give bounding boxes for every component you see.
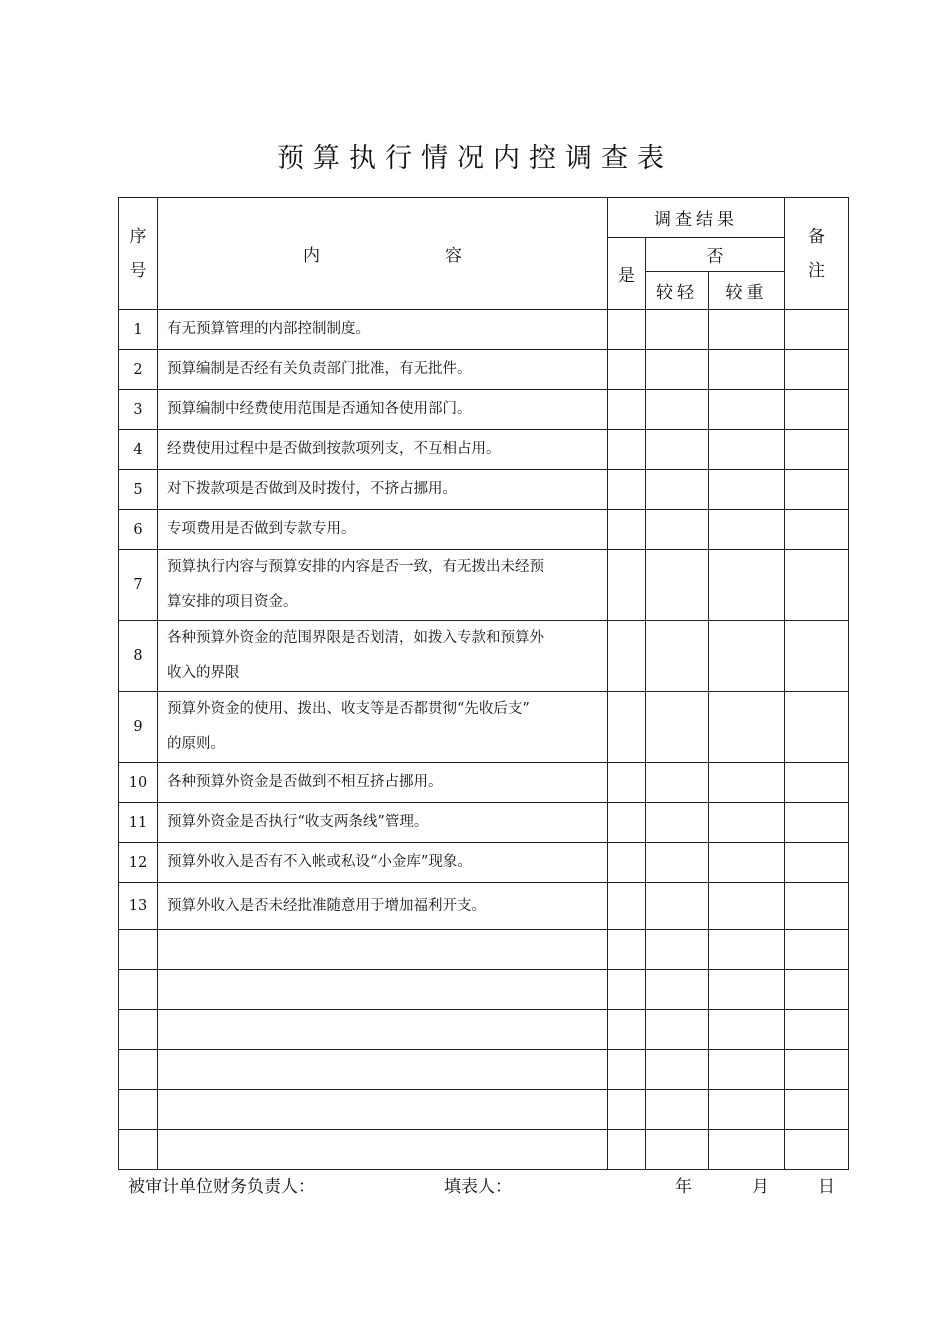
table-row xyxy=(119,550,849,621)
yes-cell[interactable] xyxy=(608,550,646,621)
remarks-cell[interactable] xyxy=(785,510,849,550)
remarks-cell[interactable] xyxy=(785,803,849,843)
table-row xyxy=(119,843,849,883)
serious-cell[interactable] xyxy=(709,1090,785,1130)
row-content[interactable] xyxy=(158,1050,608,1090)
serious-cell[interactable] xyxy=(709,310,785,350)
row-number: 5 xyxy=(119,470,158,510)
table-row xyxy=(119,510,849,550)
row-content xyxy=(158,883,608,930)
yes-cell[interactable] xyxy=(608,470,646,510)
row-number: 4 xyxy=(119,430,158,470)
minor-cell[interactable] xyxy=(646,621,709,692)
yes-cell[interactable] xyxy=(608,390,646,430)
serious-cell[interactable] xyxy=(709,803,785,843)
minor-cell[interactable] xyxy=(646,970,709,1010)
row-number: 3 xyxy=(119,390,158,430)
row-number[interactable] xyxy=(119,1050,158,1090)
table-row xyxy=(119,350,849,390)
serious-cell[interactable] xyxy=(709,883,785,930)
yes-cell[interactable] xyxy=(608,1130,646,1170)
minor-cell[interactable] xyxy=(646,1130,709,1170)
content-line: 收入的界限 xyxy=(167,665,240,681)
preparer-label: 填表人： xyxy=(444,1177,512,1197)
yes-cell[interactable] xyxy=(608,350,646,390)
yes-cell[interactable] xyxy=(608,621,646,692)
seq-header: 序 号 xyxy=(119,198,158,310)
empty-row xyxy=(119,1010,849,1050)
row-content[interactable] xyxy=(158,1130,608,1170)
empty-row xyxy=(119,970,849,1010)
serious-cell[interactable] xyxy=(709,470,785,510)
yes-cell[interactable] xyxy=(608,803,646,843)
remarks-cell[interactable] xyxy=(785,470,849,510)
table-row xyxy=(119,803,849,843)
content-line: 算安排的项目资金。 xyxy=(167,594,298,610)
minor-cell[interactable] xyxy=(646,550,709,621)
yes-cell[interactable] xyxy=(608,510,646,550)
row-number: 12 xyxy=(119,843,158,883)
row-content xyxy=(158,310,608,350)
table-row xyxy=(119,692,849,763)
yes-cell[interactable] xyxy=(608,310,646,350)
row-content xyxy=(158,843,608,883)
empty-row xyxy=(119,930,849,970)
content-line: 有无预算管理的内部控制制度。 xyxy=(167,321,370,337)
table-row xyxy=(119,310,849,350)
date-day-label: 日 xyxy=(818,1177,835,1197)
remarks-header: 备 注 xyxy=(785,198,849,310)
remarks-cell[interactable] xyxy=(785,1090,849,1130)
table-row xyxy=(119,621,849,692)
remarks-cell[interactable] xyxy=(785,930,849,970)
date-year-label: 年 xyxy=(675,1177,692,1197)
remarks-cell[interactable] xyxy=(785,692,849,763)
serious-cell[interactable] xyxy=(709,1010,785,1050)
minor-cell[interactable] xyxy=(646,350,709,390)
remarks-cell[interactable] xyxy=(785,430,849,470)
content-line: 预算编制中经费使用范围是否通知各使用部门。 xyxy=(167,401,472,417)
remarks-cell[interactable] xyxy=(785,621,849,692)
empty-row xyxy=(119,1130,849,1170)
row-number: 11 xyxy=(119,803,158,843)
minor-cell[interactable] xyxy=(646,430,709,470)
content-line: 专项费用是否做到专款专用。 xyxy=(167,521,356,537)
remarks-cell[interactable] xyxy=(785,843,849,883)
survey-table xyxy=(118,197,849,1170)
remarks-cell[interactable] xyxy=(785,1050,849,1090)
date-month-label: 月 xyxy=(752,1177,769,1197)
minor-cell[interactable] xyxy=(646,1010,709,1050)
minor-cell[interactable] xyxy=(646,1090,709,1130)
table-row xyxy=(119,470,849,510)
content-line: 预算外收入是否未经批准随意用于增加福利开支。 xyxy=(167,897,486,914)
remarks-cell[interactable] xyxy=(785,763,849,803)
row-number: 7 xyxy=(119,550,158,621)
row-number[interactable] xyxy=(119,1010,158,1050)
row-number: 2 xyxy=(119,350,158,390)
content-line: 预算外资金的使用、拨出、收支等是否都贯彻“先收后支” xyxy=(167,701,530,717)
minor-cell[interactable] xyxy=(646,510,709,550)
row-content xyxy=(158,621,608,692)
remarks-cell[interactable] xyxy=(785,1010,849,1050)
serious-cell[interactable] xyxy=(709,350,785,390)
remarks-cell[interactable] xyxy=(785,390,849,430)
content-line: 预算外收入是否有不入帐或私设“小金库”现象。 xyxy=(167,854,472,870)
empty-row xyxy=(119,1050,849,1090)
remarks-cell[interactable] xyxy=(785,1130,849,1170)
minor-cell[interactable] xyxy=(646,843,709,883)
serious-cell[interactable] xyxy=(709,390,785,430)
minor-cell[interactable] xyxy=(646,310,709,350)
minor-cell[interactable] xyxy=(646,1050,709,1090)
row-number: 10 xyxy=(119,763,158,803)
row-content xyxy=(158,510,608,550)
minor-cell[interactable] xyxy=(646,930,709,970)
content-line: 各种预算外资金是否做到不相互挤占挪用。 xyxy=(167,774,443,790)
serious-cell[interactable] xyxy=(709,1050,785,1090)
row-content[interactable] xyxy=(158,930,608,970)
serious-cell[interactable] xyxy=(709,930,785,970)
row-content xyxy=(158,803,608,843)
results-header: 调查结果 xyxy=(608,198,785,238)
content-line: 的原则。 xyxy=(167,736,225,752)
serious-header: 较重 xyxy=(709,272,785,310)
empty-row xyxy=(119,1090,849,1130)
yes-cell[interactable] xyxy=(608,970,646,1010)
row-content xyxy=(158,350,608,390)
row-number[interactable] xyxy=(119,1130,158,1170)
serious-cell[interactable] xyxy=(709,510,785,550)
row-number: 6 xyxy=(119,510,158,550)
remarks-cell[interactable] xyxy=(785,350,849,390)
minor-cell[interactable] xyxy=(646,803,709,843)
minor-cell[interactable] xyxy=(646,692,709,763)
serious-cell[interactable] xyxy=(709,430,785,470)
row-content xyxy=(158,430,608,470)
yes-header: 是 xyxy=(608,238,646,310)
row-content[interactable] xyxy=(158,1010,608,1050)
row-content[interactable] xyxy=(158,1090,608,1130)
table-row xyxy=(119,430,849,470)
minor-header: 较轻 xyxy=(646,272,709,310)
table-row xyxy=(119,883,849,930)
minor-cell[interactable] xyxy=(646,390,709,430)
content-header: 内 容 xyxy=(158,198,608,310)
row-content xyxy=(158,550,608,621)
yes-cell[interactable] xyxy=(608,1050,646,1090)
row-number: 13 xyxy=(119,883,158,930)
row-number: 1 xyxy=(119,310,158,350)
content-line: 对下拨款项是否做到及时拨付，不挤占挪用。 xyxy=(167,481,457,497)
row-number: 9 xyxy=(119,692,158,763)
content-line: 预算编制是否经有关负责部门批准，有无批件。 xyxy=(167,361,472,377)
serious-cell[interactable] xyxy=(709,692,785,763)
auditee-signature-label: 被审计单位财务负责人： xyxy=(128,1177,315,1197)
minor-cell[interactable] xyxy=(646,883,709,930)
yes-cell[interactable] xyxy=(608,692,646,763)
row-content xyxy=(158,470,608,510)
yes-cell[interactable] xyxy=(608,883,646,930)
serious-cell[interactable] xyxy=(709,621,785,692)
remarks-cell[interactable] xyxy=(785,310,849,350)
yes-cell[interactable] xyxy=(608,763,646,803)
yes-cell[interactable] xyxy=(608,1010,646,1050)
minor-cell[interactable] xyxy=(646,763,709,803)
minor-cell[interactable] xyxy=(646,470,709,510)
row-number[interactable] xyxy=(119,930,158,970)
row-content xyxy=(158,763,608,803)
remarks-cell[interactable] xyxy=(785,970,849,1010)
remarks-cell[interactable] xyxy=(785,883,849,930)
row-number[interactable] xyxy=(119,1090,158,1130)
table-row xyxy=(119,763,849,803)
table-row xyxy=(119,390,849,430)
row-number[interactable] xyxy=(119,970,158,1010)
serious-cell[interactable] xyxy=(709,763,785,803)
serious-cell[interactable] xyxy=(709,843,785,883)
serious-cell[interactable] xyxy=(709,550,785,621)
row-content xyxy=(158,692,608,763)
content-line: 经费使用过程中是否做到按款项列支，不互相占用。 xyxy=(167,441,501,457)
no-header: 否 xyxy=(646,238,785,272)
row-content xyxy=(158,390,608,430)
remarks-cell[interactable] xyxy=(785,550,849,621)
serious-cell[interactable] xyxy=(709,1130,785,1170)
content-line: 预算执行内容与预算安排的内容是否一致，有无拨出未经预 xyxy=(167,559,544,575)
serious-cell[interactable] xyxy=(709,970,785,1010)
yes-cell[interactable] xyxy=(608,930,646,970)
row-content[interactable] xyxy=(158,970,608,1010)
content-line: 各种预算外资金的范围界限是否划清，如拨入专款和预算外 xyxy=(167,630,544,646)
content-line: 预算外资金是否执行“收支两条线”管理。 xyxy=(167,814,429,830)
page-title: 预算执行情况内控调查表 xyxy=(277,143,673,174)
row-number: 8 xyxy=(119,621,158,692)
yes-cell[interactable] xyxy=(608,1090,646,1130)
yes-cell[interactable] xyxy=(608,843,646,883)
yes-cell[interactable] xyxy=(608,430,646,470)
